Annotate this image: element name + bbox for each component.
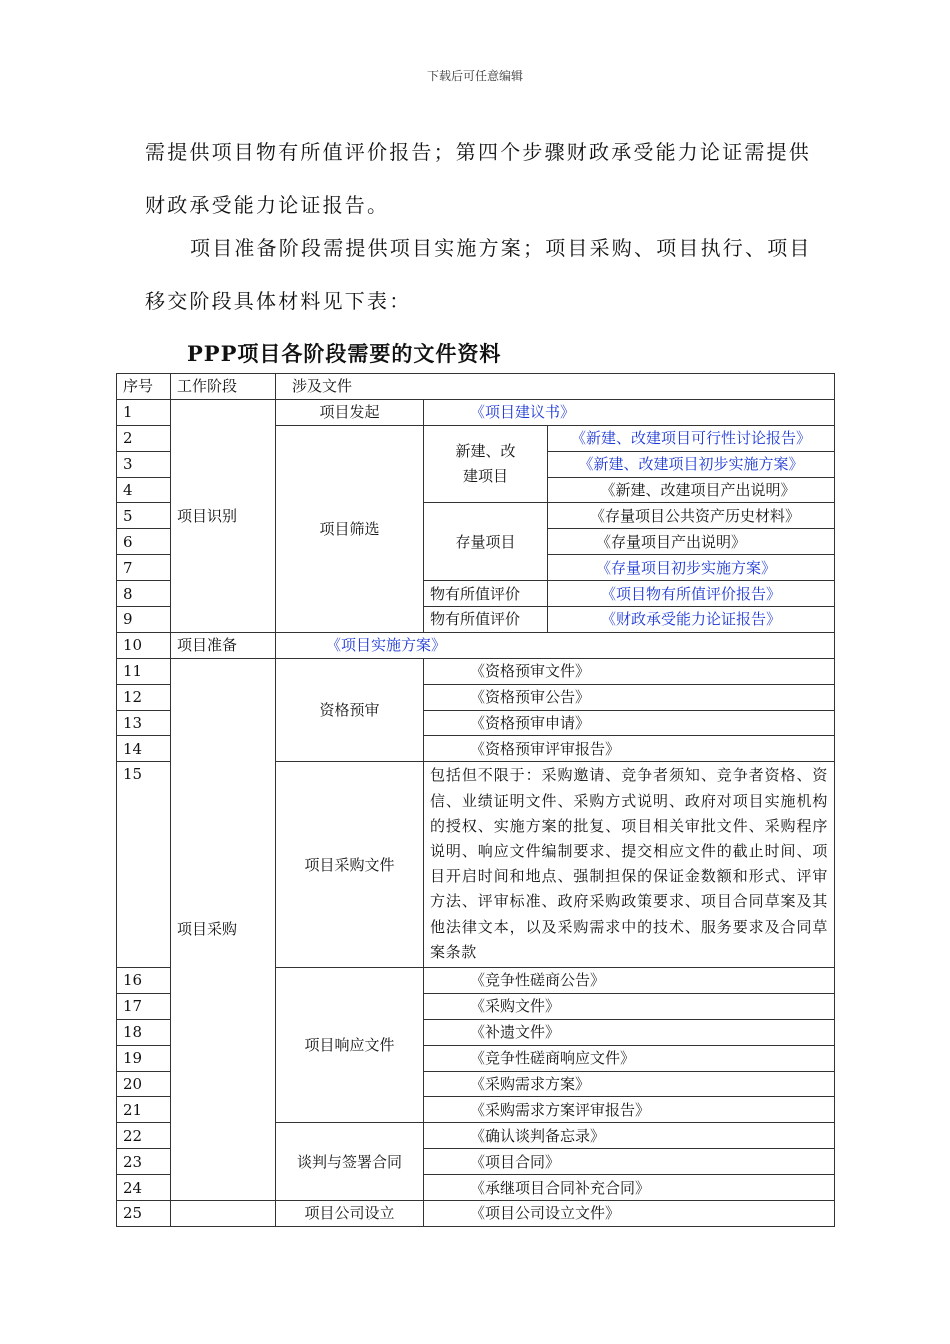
row-number: 23: [117, 1149, 171, 1175]
file-cell: 《存量项目产出说明》: [548, 529, 835, 555]
file-cell: 《项目实施方案》: [276, 632, 835, 658]
header-cell-stage: 工作阶段: [171, 374, 276, 400]
file-cell: 《采购需求方案评审报告》: [424, 1097, 835, 1123]
file-cell: 《竞争性磋商公告》: [424, 967, 835, 993]
row-number: 24: [117, 1175, 171, 1201]
table-header-row: [117, 374, 835, 400]
substage-cell: 项目响应文件: [276, 967, 424, 1122]
category-cell: 物有所值评价: [424, 581, 548, 607]
substage-cell: 资格预审: [276, 658, 424, 762]
stage-cell: 项目准备: [171, 632, 276, 658]
stage-cell: [171, 1201, 276, 1227]
file-cell: 《财政承受能力论证报告》: [548, 607, 835, 633]
row-number: 18: [117, 1019, 171, 1045]
row-number: 21: [117, 1097, 171, 1123]
header-cell-files: 涉及文件: [276, 374, 835, 400]
row-number: 22: [117, 1123, 171, 1149]
file-cell: 《采购文件》: [424, 993, 835, 1019]
substage-cell: 项目筛选: [276, 425, 424, 632]
file-cell: 《项目物有所值评价报告》: [548, 581, 835, 607]
stage-cell: 项目采购: [171, 658, 276, 1200]
ppp-documents-table: [116, 373, 835, 1227]
file-cell: 《项目建议书》: [424, 399, 835, 425]
stage-cell: 项目识别: [171, 399, 276, 632]
row-number: 17: [117, 993, 171, 1019]
table-row: [117, 658, 835, 684]
file-cell: 《资格预审文件》: [424, 658, 835, 684]
substage-cell: 谈判与签署合同: [276, 1123, 424, 1201]
table-row: [117, 1201, 835, 1227]
row-number: 4: [117, 477, 171, 503]
file-cell: 《资格预审申请》: [424, 710, 835, 736]
header-note: 下载后可任意编辑: [426, 69, 523, 83]
file-cell: 《新建、改建项目可行性讨论报告》: [548, 425, 835, 451]
table-row: [117, 632, 835, 658]
row-number: 2: [117, 425, 171, 451]
category-cell: 物有所值评价: [424, 607, 548, 633]
row-number: 7: [117, 555, 171, 581]
file-cell: 《新建、改建项目产出说明》: [548, 477, 835, 503]
row-number: 15: [117, 762, 171, 968]
category-cell: 新建、改建项目: [424, 425, 548, 503]
file-cell: 《承继项目合同补充合同》: [424, 1175, 835, 1201]
row-number: 10: [117, 632, 171, 658]
row-number: 8: [117, 581, 171, 607]
file-cell: 《资格预审公告》: [424, 684, 835, 710]
substage-cell: 项目采购文件: [276, 762, 424, 968]
category-cell: 存量项目: [424, 503, 548, 581]
header-cell-no: 序号: [117, 374, 171, 400]
paragraph-2: 项目准备阶段需提供项目实施方案；项目采购、项目执行、项目移交阶段具体材料见下表：: [145, 236, 812, 313]
row-number: 16: [117, 967, 171, 993]
paragraph-1: 需提供项目物有所值评价报告；第四个步骤财政承受能力论证需提供财政承受能力论证报告。: [145, 140, 811, 217]
file-cell: 《确认谈判备忘录》: [424, 1123, 835, 1149]
row-number: 1: [117, 399, 171, 425]
row-number: 20: [117, 1071, 171, 1097]
row-number: 11: [117, 658, 171, 684]
file-description-cell: 包括但不限于：采购邀请、竞争者须知、竞争者资格、资信、业绩证明文件、采购方式说明、政府对项目实施机构的授权、实施方案的批复、项目相关审批文件、采购程序说明、响应文件编制要求、提交相应文件的截止时间、项目开启时间和地点、强制担保的保证金数额和形式、评审方法、评审标准、政府采购政策要求、项目合同草案及其他法律文本，以及采购需求中的技术、服务要求及合同草案条款: [424, 762, 835, 968]
substage-cell: 项目公司设立: [276, 1201, 424, 1227]
row-number: 13: [117, 710, 171, 736]
row-number: 5: [117, 503, 171, 529]
row-number: 6: [117, 529, 171, 555]
file-cell: 《存量项目公共资产历史材料》: [548, 503, 835, 529]
file-cell: 《存量项目初步实施方案》: [548, 555, 835, 581]
file-cell: 《竞争性磋商响应文件》: [424, 1045, 835, 1071]
row-number: 3: [117, 451, 171, 477]
file-cell: 《补遗文件》: [424, 1019, 835, 1045]
file-cell: 《新建、改建项目初步实施方案》: [548, 451, 835, 477]
substage-cell: 项目发起: [276, 399, 424, 425]
row-number: 12: [117, 684, 171, 710]
file-cell: 《采购需求方案》: [424, 1071, 835, 1097]
table-row: [117, 399, 835, 425]
row-number: 25: [117, 1201, 171, 1227]
table-title: PPP项目各阶段需要的文件资料: [187, 341, 502, 366]
row-number: 14: [117, 736, 171, 762]
file-cell: 《资格预审评审报告》: [424, 736, 835, 762]
row-number: 19: [117, 1045, 171, 1071]
row-number: 9: [117, 607, 171, 633]
file-cell: 《项目公司设立文件》: [424, 1201, 835, 1227]
file-cell: 《项目合同》: [424, 1149, 835, 1175]
